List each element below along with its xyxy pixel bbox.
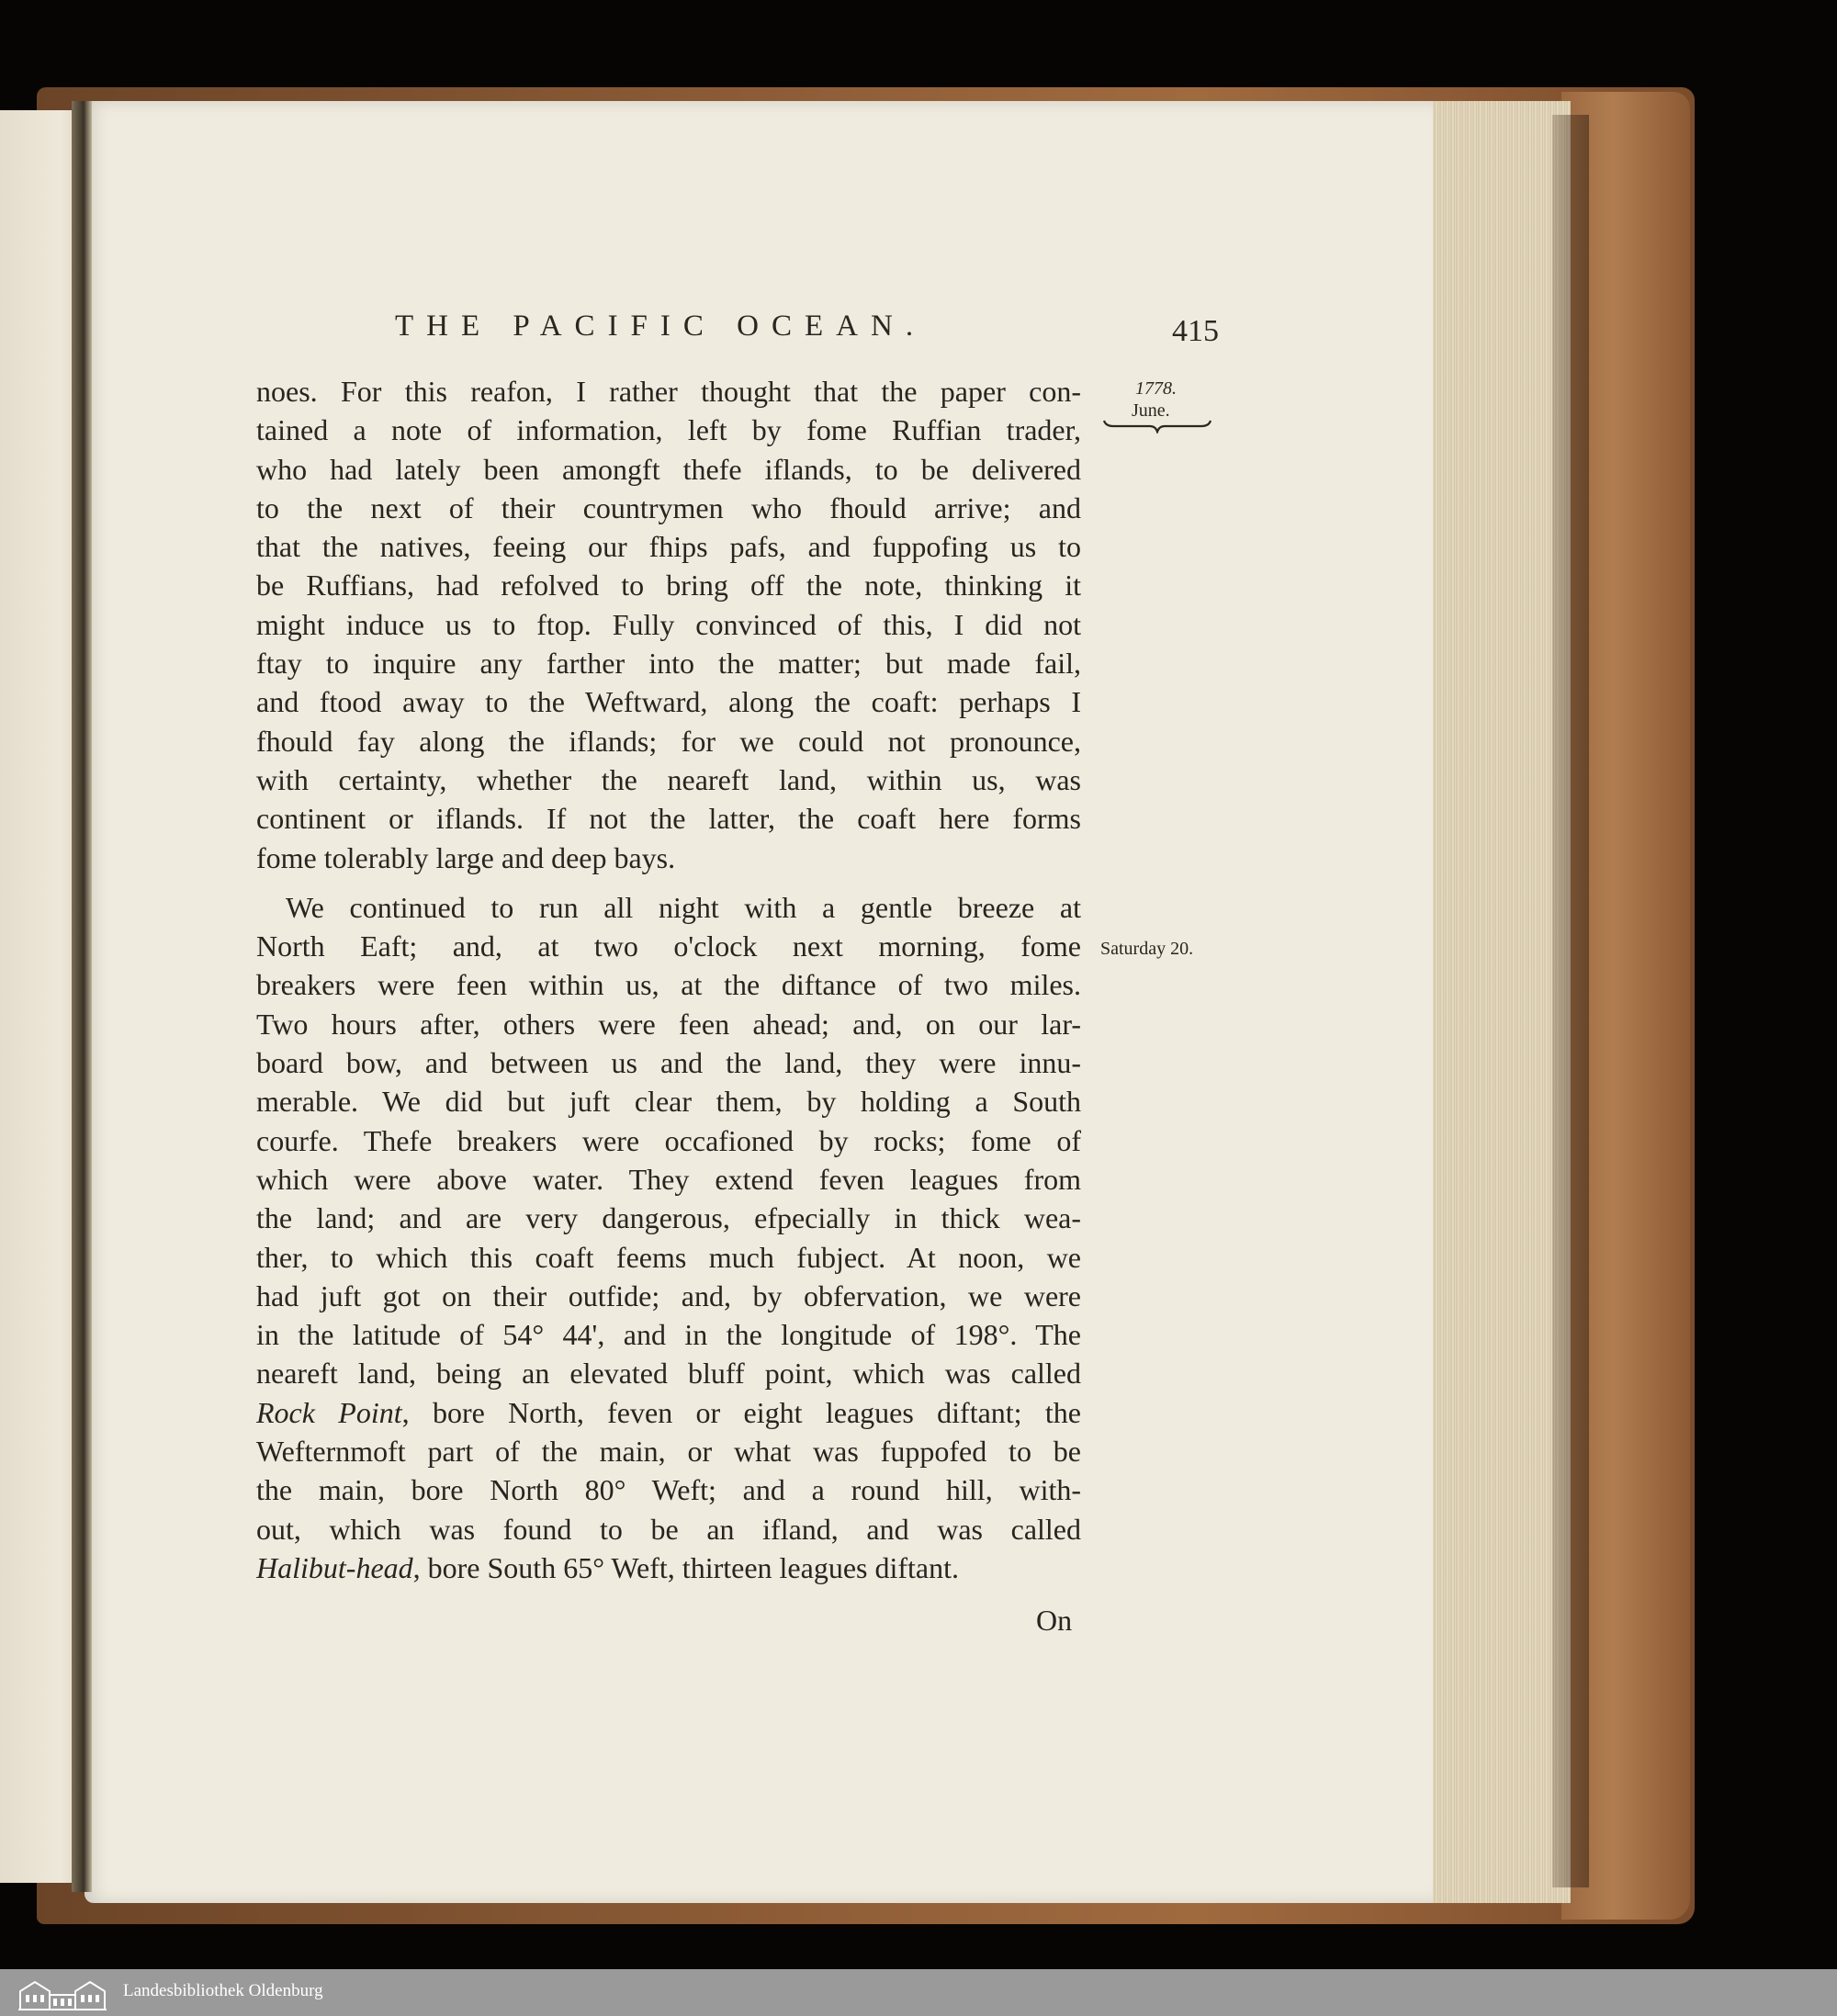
text-line: Halibut-head, bore South 65° Weft, thirteen leagues diftant. — [256, 1550, 960, 1584]
italic-place-name: Halibut-head — [256, 1550, 413, 1584]
margin-note-day: Saturday 20. — [1100, 939, 1194, 959]
text-line: courfe. Thefe breakers were occafioned by rocks; fome of — [256, 1123, 1081, 1157]
text-line: who had lately been amongft thefe iflands, to be delivered — [256, 452, 1081, 486]
text-line: fhould fay along the iflands; for we could not pronounce, — [256, 724, 1081, 758]
margin-note-month: June. — [1132, 400, 1170, 421]
text-line: neareft land, being an elevated bluff point, which was called — [256, 1357, 1081, 1391]
text-line: the main, bore North 80° Weft; and a round hill, with- — [256, 1473, 1081, 1507]
text-line: and ftood away to the Weftward, along the coaft: perhaps I — [256, 685, 1081, 719]
catchword: On — [1036, 1604, 1073, 1637]
text-line: Rock Point, bore North, feven or eight leagues diftant; the — [256, 1395, 1081, 1429]
text-line: the land; and are very dangerous, efpecially in thick wea- — [256, 1201, 1081, 1235]
text-line: that the natives, feeing our fhips pafs, and fuppofing us to — [256, 530, 1081, 564]
body-text — [256, 372, 1081, 1587]
text-line: out, which was found to be an ifland, and was called — [256, 1512, 1081, 1546]
text-line: Wefternmoft part of the main, or what was fuppofed to be — [256, 1435, 1081, 1469]
text-line: which were above water. They extend feven leagues from — [256, 1162, 1081, 1196]
library-building-icon — [17, 1975, 108, 2011]
paragraph — [256, 888, 1081, 1587]
text-line: in the latitude of 54° 44', and in the longitude of 198°. The — [256, 1318, 1081, 1352]
gutter — [72, 101, 92, 1892]
text-line: Two hours after, others were feen ahead; and, on our lar- — [256, 1007, 1081, 1041]
text-line: breakers were feen within us, at the diftance of two miles. — [256, 968, 1081, 1002]
margin-brace-icon — [1102, 415, 1212, 434]
text-line: tained a note of information, left by fome Ruffian trader, — [256, 413, 1081, 447]
text-line: merable. We did but juft clear them, by holding a South — [256, 1085, 1081, 1119]
text-line: ther, to which this coaft feems much fubject. At noon, we — [256, 1240, 1081, 1274]
text-line: We continued to run all night with a gentle breeze at — [286, 890, 1081, 924]
text-line: board bow, and between us and the land, they were innu- — [256, 1046, 1081, 1080]
text-line: with certainty, whether the neareft land, within us, was — [256, 762, 1081, 796]
text-line: be Ruffians, had refolved to bring off the note, thinking it — [256, 569, 1081, 603]
page-number: 415 — [1172, 314, 1219, 348]
margin-note-year: 1778. — [1135, 378, 1177, 399]
library-name: Landesbibliothek Oldenburg — [123, 1981, 323, 2000]
text-line: noes. For this reafon, I rather thought that the paper con- — [256, 375, 1081, 408]
text-line: had juft got on their outfide; and, by obfervation, we were — [256, 1278, 1081, 1312]
paragraph — [256, 372, 1081, 877]
italic-place-name: Rock Point — [256, 1395, 402, 1429]
running-head: THE PACIFIC OCEAN. — [395, 310, 927, 343]
page-block-shadow — [1552, 115, 1589, 1887]
text-line: North Eaft; and, at two o'clock next morning, fome — [256, 929, 1081, 963]
text-line: to the next of their countrymen who fhould arrive; and — [256, 490, 1081, 524]
text-line: continent or iflands. If not the latter, the coaft here forms — [256, 802, 1081, 836]
text-line: ftay to inquire any farther into the matter; but made fail, — [256, 647, 1081, 681]
text-line: might induce us to ftop. Fully convinced of this, I did not — [256, 607, 1081, 641]
text-line: fome tolerably large and deep bays. — [256, 840, 676, 874]
library-footer — [0, 1969, 1837, 2016]
page-block-edges — [1433, 101, 1571, 1903]
